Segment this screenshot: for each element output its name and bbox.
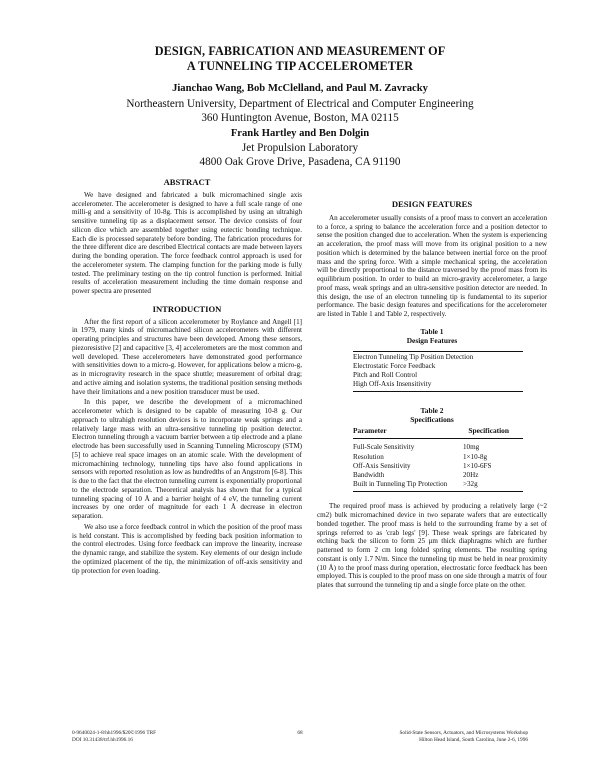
introduction-paragraph-3: We also use a force feedback control in which the position of the proof mass is held constant. This is accomplished by feeding back position information to the control electrodes. Using force feedback can improve the linearity, increase the dynamic range, and stabilize the system. Key elements of our design include the optimized placement of the tip, the minimization of off-axis sensitivity and tip protection for even loading. — [72, 522, 302, 575]
design-paragraph-2: The required proof mass is achieved by producing a relatively large (~2 cm2) bulk micromachined device in two separate wafers that are eutectically bonded together. The proof mass is held to the surrounding frame by a set of springs referred to as 'crab legs' [9]. These weak springs are fabricated by etching back the silicon to form 25 µm thick diaphragms which are further patterned to form 2 cm long folded spring elements. The resulting spring constant is only 1.7 N/m. Since the tunneling tip must be held in near proximity (10 Å) to the proof mass during operation, electrostatic force feedback has been employed. This is coupled to the proof mass on one side through a matrix of four plates that surround the tunneling tip and a single force plate on the other. — [317, 502, 547, 590]
table-2-header-specification: Specification — [468, 425, 509, 435]
table-2-header-parameter: Parameter — [353, 425, 387, 435]
table-2-spec: 20Hz — [463, 470, 479, 479]
design-paragraph-1: An accelerometer usually consists of a proof mass to convert an acceleration to a force, a spring to balance the acceleration force and a position detector to sense the position changed due to acceleration. When the system is experiencing an acceleration, the proof mass will move from its original position to a new position which is determined by the balance between inertial force on the proof mass and the spring force. With a simple mechanical spring, the acceleration will be directly proportional to the distance traversed by the proof mass from its equilibrium position. In order to build an micro-gravity accelerometer, a large proof mass, weak springs and an ultra-sensitive position detector are needed. In this design, the use of an electron tunneling tip is fundamental to its superior performance. The basic design features and specifications for the accelerometer are listed in Table 1 and Table 2, respectively. — [317, 213, 547, 318]
affiliation-secondary-line-1: Jet Propulsion Laboratory — [241, 142, 359, 154]
table-1-row: High Off-Axis Insensitivity — [353, 380, 432, 389]
abstract-text: We have designed and fabricated a bulk micromachined single axis accelerometer. The accelerometer is designed to have a full scale range of one milli-g and a sensitivity of 10-8g. This is accomplished by using an ultrahigh sensitive tunneling tip as a displacement sensor. The device consists of four silicon dice which are assembled together using eutectic bonding technique. Each die is processed separately before bonding. The fabrication procedures for the three different dice are described Electrical contacts are made between layers during the bonding operation. The force feedback control approach is used for the accelerometer system. The clamping function for the parking mode is fully tested. The preliminary testing on the tip control function is performed. Initial results of acceleration measurement including the time domain response and power spectra are presented — [72, 190, 302, 295]
table-2-header — [353, 426, 523, 440]
table-1-title: Table 1 — [420, 326, 444, 336]
table-2-spec: >32g — [463, 480, 478, 489]
footer-right — [330, 730, 528, 743]
table-2-row — [353, 471, 523, 480]
table-2-param: Bandwidth — [353, 470, 385, 479]
table-2-row — [353, 462, 523, 471]
table-2-param: Full-Scale Sensitivity — [353, 443, 415, 452]
table-2-param: Built in Tunneling Tip Protection — [353, 480, 448, 489]
right-column — [317, 200, 547, 590]
table-1 — [353, 351, 523, 392]
table-2-spec: 1×10-8g — [463, 452, 488, 461]
table-2-row — [353, 453, 523, 462]
footer-workshop: Solid-State Sensors, Actuators, and Microsystems Workshop — [399, 730, 528, 736]
table-2-body — [353, 439, 523, 492]
design-features-heading: DESIGN FEATURES — [391, 199, 473, 209]
table-2-row — [353, 480, 523, 489]
introduction-paragraph-2: In this paper, we describe the development of a micromachined accelerometer which is designed to be capable of measuring 10-8 g. Our approach to ultrahigh resolution devices is to incorporate weak springs and a relatively large mass with an ultra-sensitive tunneling tip position detector. Electron tunneling through a vacuum barrier between a tip electrode and a plane electrode has been successfully used in Scanning Tunneling Microscopy (STM)[5] to achieve real space images on an atomic scale. With the development of micromachining technology, tunneling tips have also found applications in sensors with reported resolution as low as hundredths of an Angstrom [6-8]. This is due to the fact that the electron tunneling current is exponentially proportional to the electrode separation. Theoretical analysis has shown that for a typical tunneling spacing of 10 Å and a barrier height of 4 eV, the tunneling current increases by one order of magnitude for each 1 Å decrease in electron separation. — [72, 398, 302, 520]
table-2-row — [353, 443, 523, 452]
footer-location: Hilton Head Island, South Carolina, June 2-6, 1996 — [419, 736, 528, 743]
introduction-heading: INTRODUCTION — [152, 303, 222, 314]
page-number: 68 — [297, 730, 303, 736]
authors-secondary: Frank Hartley and Ben Dolgin — [230, 128, 370, 139]
left-column — [72, 178, 302, 575]
table-2 — [353, 426, 523, 493]
table-2-spec: 10mg — [463, 443, 480, 452]
paper-title-line-2: A TUNNELING TIP ACCELEROMETER — [186, 59, 414, 73]
authors-primary: Jianchao Wang, Bob McClelland, and Paul M. Zavracky — [172, 83, 428, 94]
table-2-subtitle: Specifications — [410, 414, 454, 424]
footer-doi: DOI 10.31438/trf.hh1996.16 — [72, 736, 133, 743]
table-1-subtitle: Design Features — [406, 335, 458, 345]
introduction-paragraph-1: After the first report of a silicon accelerometer by Roylance and Angell [1] in 1979, many kinds of micromachined silicon accelerometers with different operating principles and structures have been developed. Among these sensors, piezoresistive [2] and capacitive [3, 4] accelerometers are the most common and well developed. These accelerometers have demonstrated good performance with sensitivities down to a micro-g. However, for applications below a micro-g, as in microgravity research in the space shuttle; measurement of orbital drag; and active aiming and isolation systems, the traditional position sensing methods have their limitations and a new position transducer must be used. — [72, 317, 302, 396]
footer-left — [72, 730, 156, 743]
table-1-row: Electron Tunneling Tip Position Detection — [353, 352, 474, 361]
affiliation-primary-line-1: Northeastern University, Department of Electrical and Computer Engineering — [126, 98, 474, 110]
abstract-heading: ABSTRACT — [163, 177, 211, 187]
footer-isbn: 0-9640024-1-8/hh1996/$20©1996 TRF — [72, 730, 157, 736]
table-1-row: Pitch and Roll Control — [353, 371, 418, 380]
affiliation-secondary-line-2: 4800 Oak Grove Drive, Pasadena, CA 91190 — [199, 156, 401, 168]
affiliation-primary-line-2: 360 Huntington Avenue, Boston, MA 02115 — [201, 112, 399, 124]
table-2-spec: 1×10-6FS — [463, 461, 492, 470]
table-2-param: Off-Axis Sensitivity — [353, 461, 411, 470]
table-1-row: Electrostatic Force Feedback — [353, 361, 436, 370]
table-2-title: Table 2 — [420, 405, 444, 415]
paper-title-line-1: DESIGN, FABRICATION AND MEASUREMENT OF — [154, 44, 446, 58]
table-2-param: Resolution — [353, 452, 384, 461]
